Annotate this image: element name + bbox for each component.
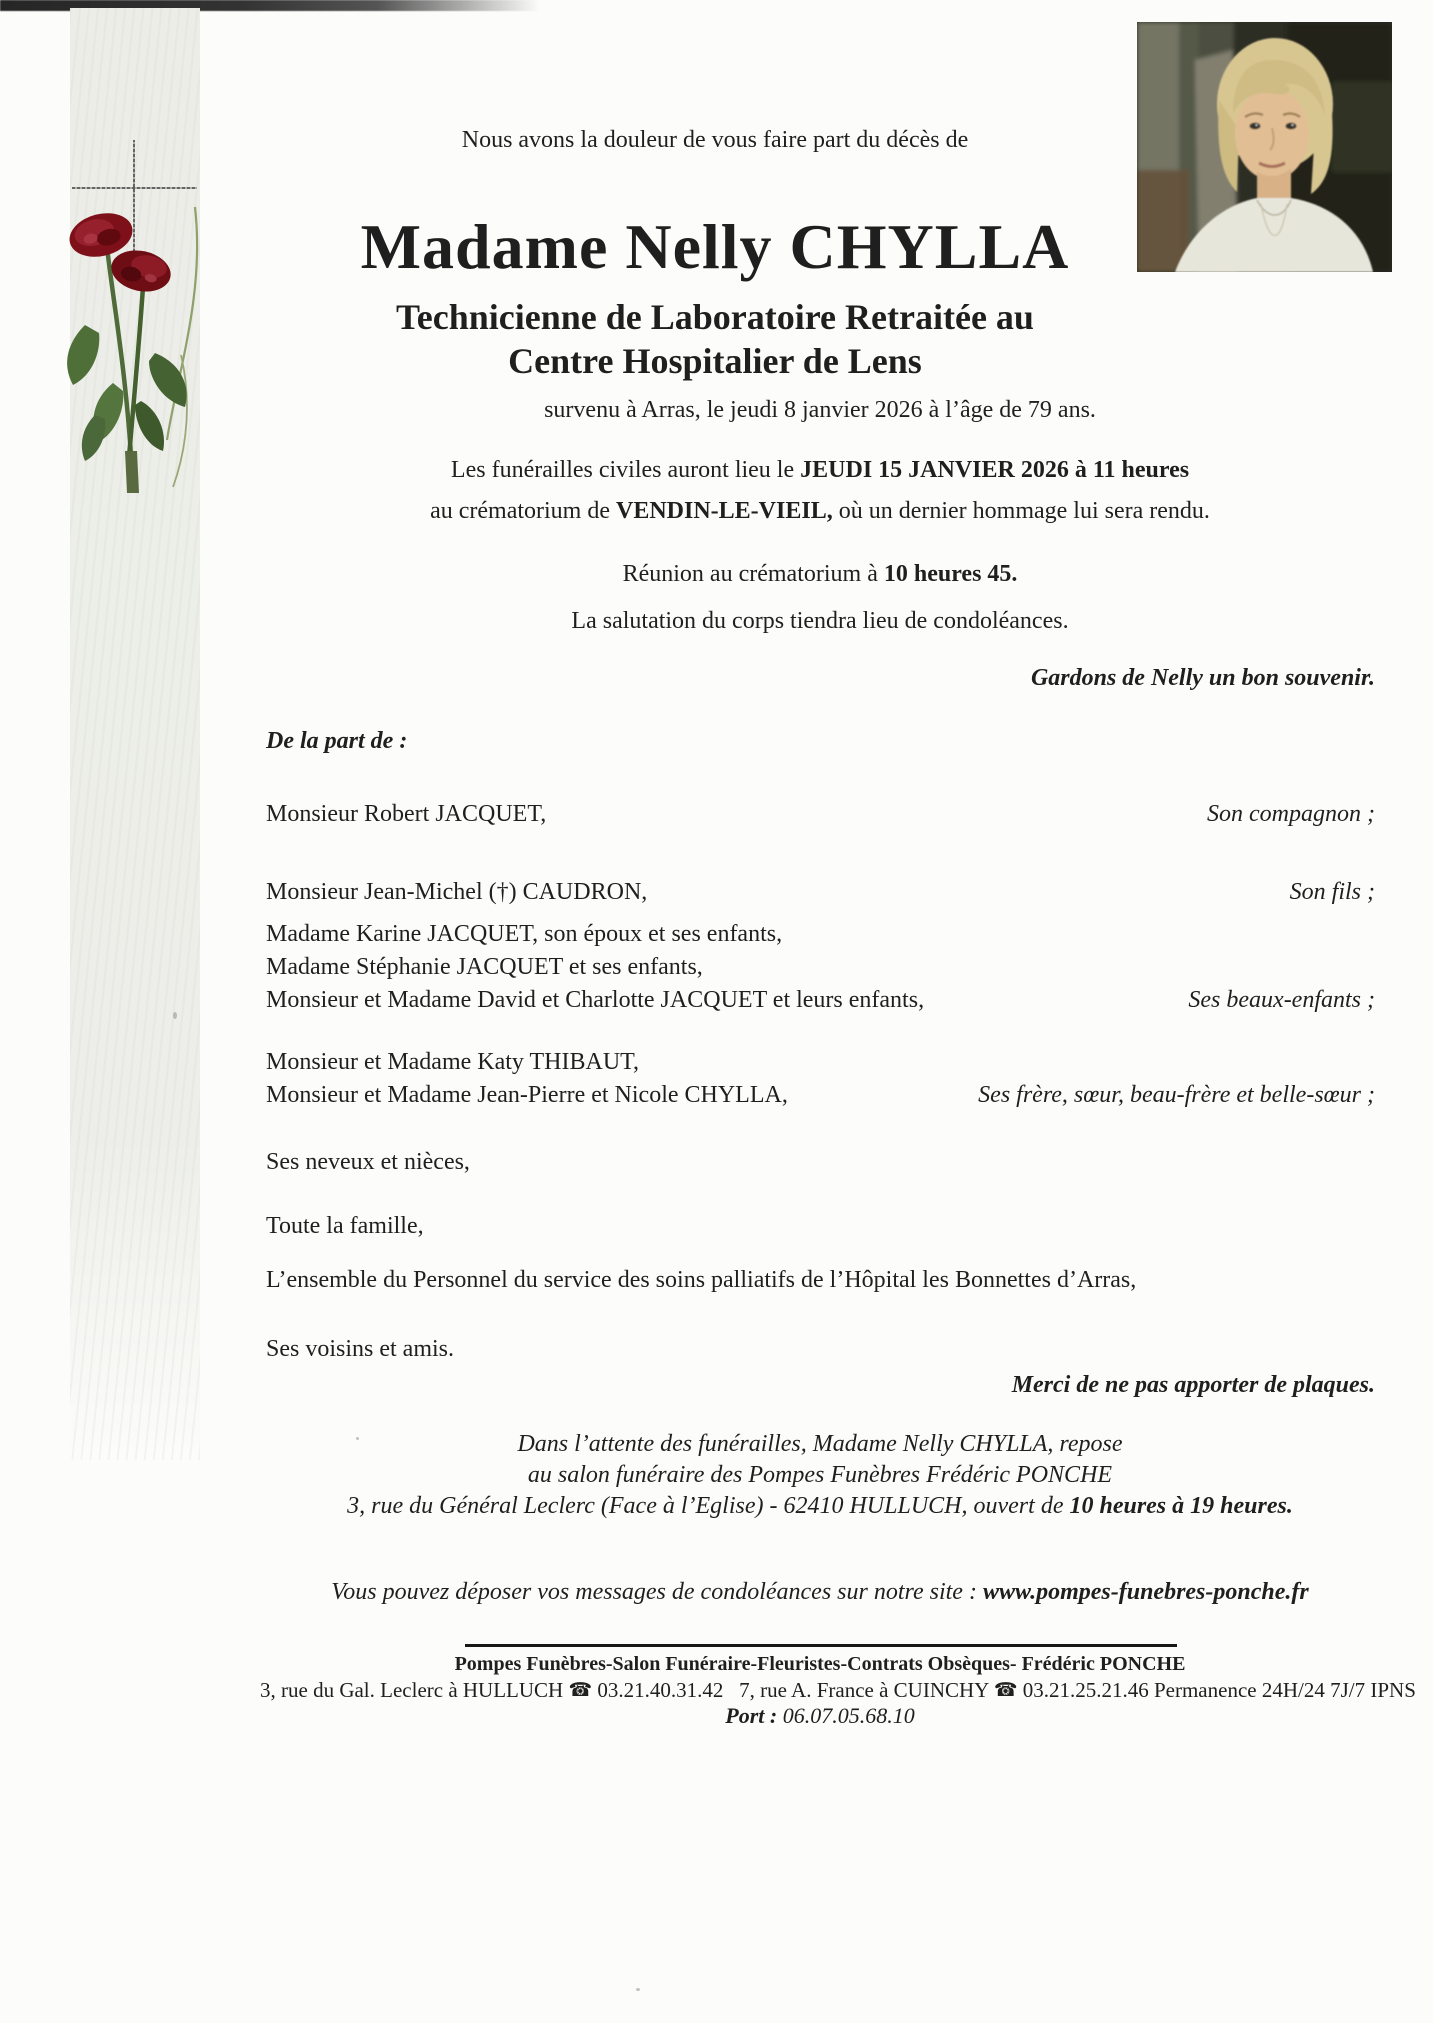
family-entry-line: L’ensemble du Personnel du service des soins palliatifs de l’Hôpital les Bonnettes d’Arras, <box>266 1267 1137 1293</box>
footer-rule <box>465 1644 1177 1647</box>
salutation-line: La salutation du corps tiendra lieu de condoléances. <box>571 608 1069 634</box>
family-entry-line: Monsieur et Madame Katy THIBAUT, <box>266 1049 640 1075</box>
deceased-title-line2: Centre Hospitalier de Lens <box>508 341 922 381</box>
repose-line1: Dans l’attente des funérailles, Madame Nelly CHYLLA, repose <box>517 1431 1123 1457</box>
repose-line2: au salon funéraire des Pompes Funèbres Frédéric PONCHE <box>527 1462 1113 1488</box>
repose-line3: 3, rue du Général Leclerc (Face à l’Eglise) - 62410 HULLUCH, ouvert de 10 heures à 19 heures. <box>347 1493 1293 1519</box>
deceased-title-line1: Technicienne de Laboratoire Retraitée au <box>396 297 1034 337</box>
phone-icon: ☎ <box>568 1680 593 1701</box>
footer-port-line: Port : 06.07.05.68.10 <box>725 1703 915 1728</box>
scan-speck <box>636 1988 640 1991</box>
family-entry-line: Madame Karine JACQUET, son époux et ses enfants, <box>266 921 783 947</box>
intro-text <box>50 126 1380 155</box>
relation-label: Ses beaux-enfants ; <box>1188 987 1375 1013</box>
merci-line: Merci de ne pas apporter de plaques. <box>1011 1372 1375 1398</box>
souvenir-line: Gardons de Nelly un bon souvenir. <box>1030 665 1375 691</box>
family-entry-line: Monsieur Jean-Michel (†) CAUDRON, <box>266 879 648 905</box>
intro-label: Nous avons la douleur de vous faire part du décès de <box>461 127 969 153</box>
family-entry-line: Monsieur Robert JACQUET, <box>266 801 547 827</box>
death-notice-line: survenu à Arras, le jeudi 8 janvier 2026 à l’âge de 79 ans. <box>544 397 1096 423</box>
website-url: www.pompes-funebres-ponche.fr <box>982 1579 1309 1605</box>
scan-speck <box>173 1012 177 1019</box>
scan-speck <box>356 1437 359 1440</box>
cross-icon <box>72 187 197 189</box>
footer-address-line: 3, rue du Gal. Leclerc à HULLUCH ☎ 03.21.40.31.42 7, rue A. France à CUINCHY ☎ 03.21.25.21.46 Permanence 24H/24 7J/7 IPNS <box>260 1678 1416 1702</box>
funeral-line1: Les funérailles civiles auront lieu le JEUDI 15 JANVIER 2026 à 11 heures <box>450 457 1190 483</box>
family-entry-line: Monsieur et Madame David et Charlotte JACQUET et leurs enfants, <box>266 987 925 1013</box>
deceased-name: Madame Nelly CHYLLA <box>360 211 1070 282</box>
family-entry-line: Ses voisins et amis. <box>266 1336 455 1362</box>
relation-label: Son compagnon ; <box>1207 801 1375 827</box>
funeral-line2: au crématorium de VENDIN-LE-VIEIL, où un dernier hommage lui sera rendu. <box>430 498 1210 524</box>
condolences-line: Vous pouvez déposer vos messages de condoléances sur notre site : www.pompes-funebres-ponche.fr <box>331 1579 1309 1605</box>
family-entry-line: Monsieur et Madame Jean-Pierre et Nicole CHYLLA, <box>266 1082 788 1108</box>
relation-label: Son fils ; <box>1289 879 1375 905</box>
family-heading: De la part de : <box>266 728 408 754</box>
relation-label: Ses frère, sœur, beau-frère et belle-sœur ; <box>978 1082 1375 1108</box>
phone-icon: ☎ <box>993 1680 1018 1701</box>
footer-company-line: Pompes Funèbres-Salon Funéraire-Fleuristes-Contrats Obsèques- Frédéric PONCHE <box>454 1653 1186 1675</box>
family-entry-line: Madame Stéphanie JACQUET et ses enfants, <box>266 954 703 980</box>
family-entry-line: Toute la famille, <box>266 1213 424 1239</box>
family-entry-line: Ses neveux et nièces, <box>266 1149 470 1175</box>
reunion-line: Réunion au crématorium à 10 heures 45. <box>622 561 1018 587</box>
